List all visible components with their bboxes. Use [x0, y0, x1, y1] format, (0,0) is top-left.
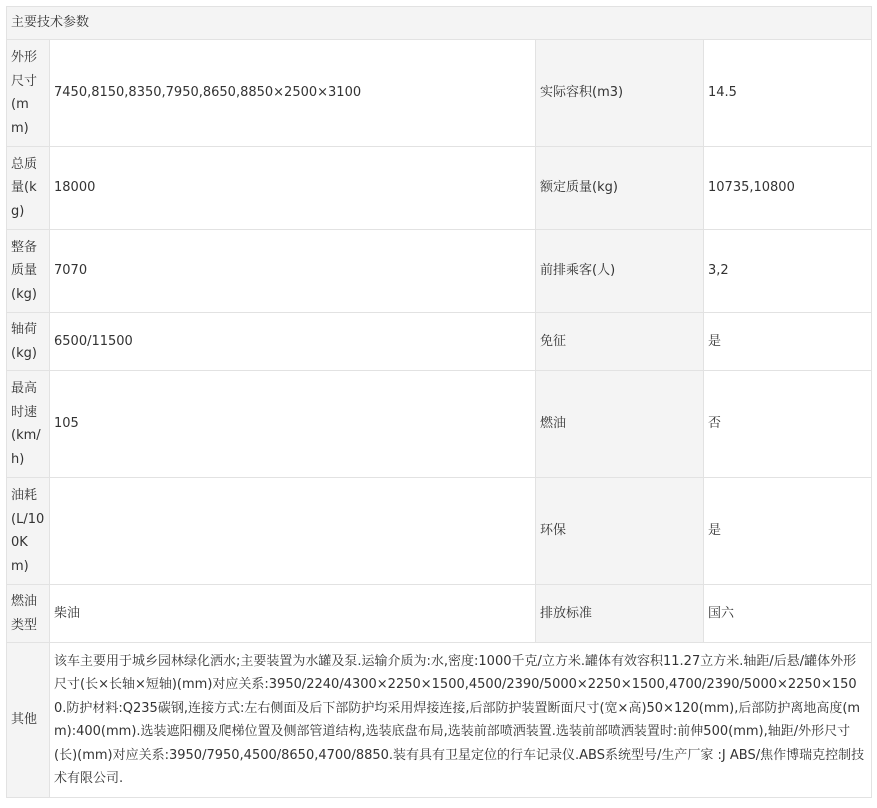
- table-row: [7, 585, 872, 643]
- axle-load-label: 轴荷(kg): [7, 313, 50, 371]
- rated-mass-label: 额定质量(kg): [536, 147, 704, 230]
- curb-mass-value: 7070: [50, 230, 536, 313]
- table-row: [7, 313, 872, 371]
- gross-mass-label: 总质量(kg): [7, 147, 50, 230]
- front-passengers-value: 3,2: [704, 230, 872, 313]
- spec-table-wrapper: [6, 6, 871, 798]
- gross-mass-value: 18000: [50, 147, 536, 230]
- eco-value: 是: [704, 478, 872, 585]
- table-header-row: [7, 7, 872, 40]
- table-row: [7, 147, 872, 230]
- curb-mass-label: 整备质量(kg): [7, 230, 50, 313]
- fuel-consumption-value: [50, 478, 536, 585]
- table-row: [7, 230, 872, 313]
- tax-exempt-value: 是: [704, 313, 872, 371]
- tax-exempt-label: 免征: [536, 313, 704, 371]
- other-label: 其他: [7, 643, 50, 798]
- table-row: [7, 643, 872, 798]
- fuel-label: 燃油: [536, 371, 704, 478]
- fuel-value: 否: [704, 371, 872, 478]
- max-speed-value: 105: [50, 371, 536, 478]
- rated-mass-value: 10735,10800: [704, 147, 872, 230]
- table-row: [7, 371, 872, 478]
- eco-label: 环保: [536, 478, 704, 585]
- max-speed-label: 最高时速(km/h): [7, 371, 50, 478]
- fuel-type-label: 燃油类型: [7, 585, 50, 643]
- dimensions-value: 7450,8150,8350,7950,8650,8850×2500×3100: [50, 40, 536, 147]
- other-value: 该车主要用于城乡园林绿化洒水;主要装置为水罐及泵.运输介质为:水,密度:1000千克/立方米.罐体有效容积11.27立方米.轴距/后悬/罐体外形尺寸(长×长轴×短轴)(mm)对应关系:3950/2240/4300×2250×1500,4500/2390/5000×2250×1500,4700/2390/5000×2250×1500.防护材料:Q235碳钢,连接方式:左右侧面及后下部防护均采用焊接连接,后部防护装置断面尺寸(宽×高)50×120(mm),后部防护离地高度(mm):400(mm).选装遮阳棚及爬梯位置及侧部管道结构,选装底盘布局,选装前部喷洒装置.选装前部喷洒装置时:前伸500(mm),轴距/外形尺寸(长)(mm)对应关系:3950/7950,4500/8650,4700/8850.装有具有卫星定位的行车记录仪.ABS系统型号/生产厂家 :J ABS/焦作博瑞克控制技术有限公司.: [50, 643, 872, 798]
- volume-value: 14.5: [704, 40, 872, 147]
- fuel-consumption-label: 油耗(L/100Km): [7, 478, 50, 585]
- volume-label: 实际容积(m3): [536, 40, 704, 147]
- emission-standard-label: 排放标准: [536, 585, 704, 643]
- table-row: [7, 478, 872, 585]
- front-passengers-label: 前排乘客(人): [536, 230, 704, 313]
- fuel-type-value: 柴油: [50, 585, 536, 643]
- dimensions-label: 外形尺寸(mm): [7, 40, 50, 147]
- emission-standard-value: 国六: [704, 585, 872, 643]
- table-row: [7, 40, 872, 147]
- axle-load-value: 6500/11500: [50, 313, 536, 371]
- spec-table: [6, 6, 872, 798]
- table-title: 主要技术参数: [7, 7, 872, 40]
